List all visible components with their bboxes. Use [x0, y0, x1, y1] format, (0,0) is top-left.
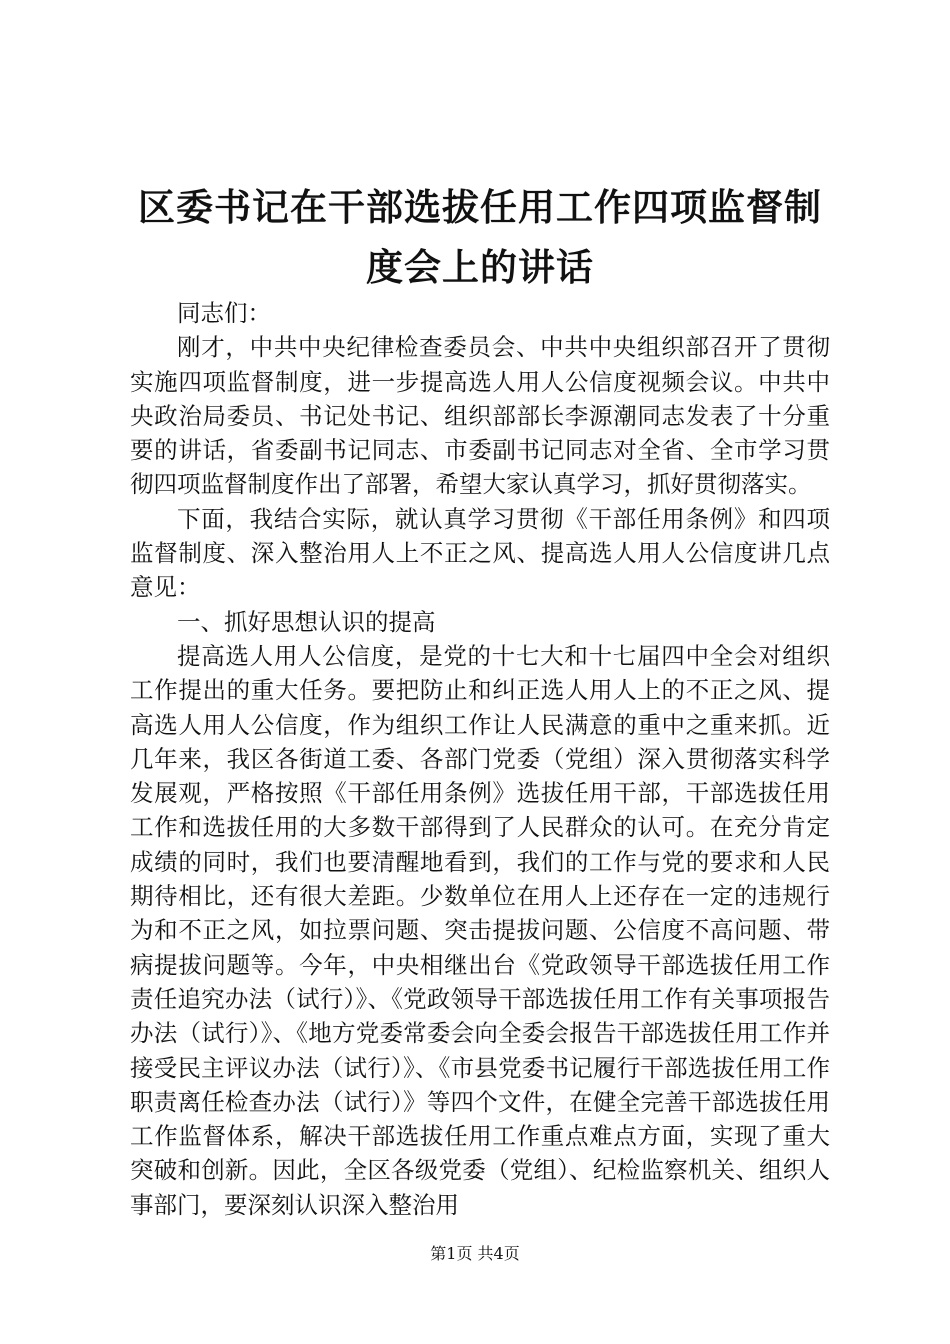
paragraph-salutation: 同志们： [177, 299, 271, 327]
document-body [130, 296, 830, 1222]
page-footer: 第1页 共4页 [430, 1244, 520, 1263]
paragraph-opening: 刚才，中共中央纪律检查委员会、中共中央组织部召开了贯彻实施四项监督制度，进一步提高选人用人公信度视频会议。中共中央政治局委员、书记处书记、组织部部长李源潮同志发表了十分重要的讲话，省委副书记同志、市委副书记同志对全省、全市学习贯彻四项监督制度作出了部署，希望大家认真学习，抓好贯彻落实。 [130, 333, 830, 499]
document-title: 区委书记在干部选拔任用工作四项监督制度会上的讲话 [138, 186, 822, 289]
paragraph-intro: 下面，我结合实际，就认真学习贯彻《干部任用条例》和四项监督制度、深入整治用人上不正之风、提高选人用人公信度讲几点意见： [130, 504, 830, 602]
section-heading: 一、抓好思想认识的提高 [177, 607, 436, 636]
paragraph-section-one: 提高选人用人公信度，是党的十七大和十七届四中全会对组织工作提出的重大任务。要把防止和纠正选人用人上的不正之风、提高选人用人公信度，作为组织工作让人民满意的重中之重来抓。近几年来，我区各街道工委、各部门党委（党组）深入贯彻落实科学发展观，严格按照《干部任用条例》选拔任用干部，干部选拔任用工作和选拔任用的大多数干部得到了人民群众的认可。在充分肯定成绩的同时，我们也要清醒地看到，我们的工作与党的要求和人民期待相比，还有很大差距。少数单位在用人上还存在一定的违规行为和不正之风，如拉票问题、突击提拔问题、公信度不高问题、带病提拔问题等。今年，中央相继出台《党政领导干部选拔任用工作责任追究办法（试行）》、《党政领导干部选拔任用工作有关事项报告办法（试行）》、《地方党委常委会向全委会报告干部选拔任用工作并接受民主评议办法（试行）》、《市县党委书记履行干部选拔任用工作职责离任检查办法（试行）》等四个文件，在健全完善干部选拔任用工作监督体系，解决干部选拔任用工作重点难点方面，实现了重大突破和创新。因此，全区各级党委（党组）、纪检监察机关、组织人事部门，要深刻认识深入整治用 [130, 641, 830, 1219]
